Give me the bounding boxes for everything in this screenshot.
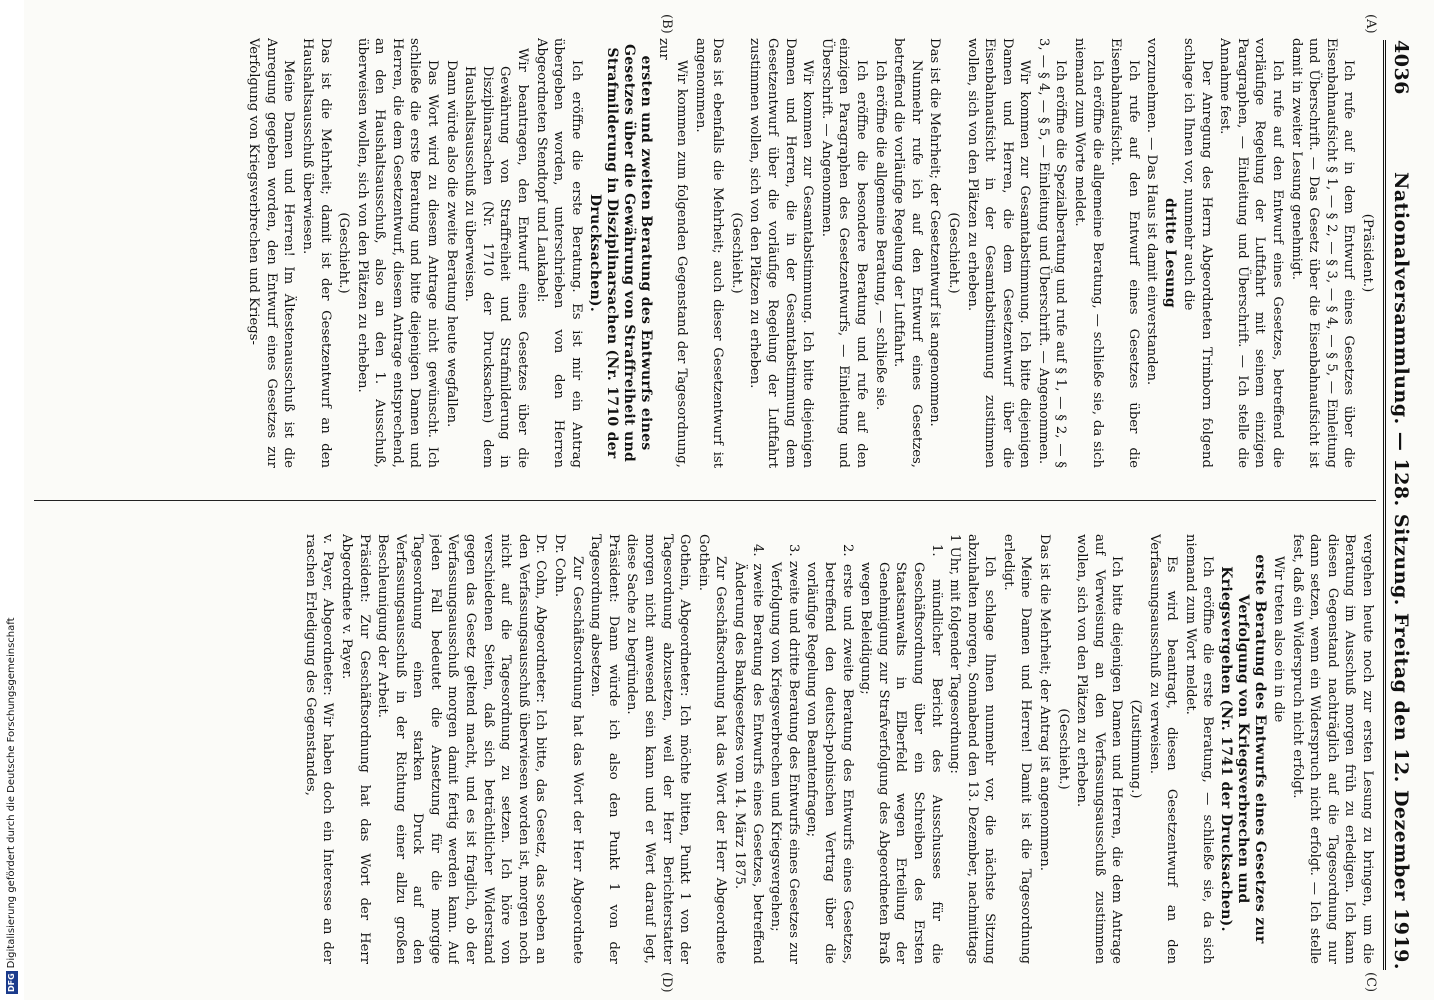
dfg-logo: DFG <box>7 973 16 992</box>
left-column-paragraph: Dann würde also die zweite Beratung heute wegfallen. <box>443 60 459 428</box>
page-header <box>1390 40 1424 970</box>
left-column-paragraph: Ich rufe auf den Entwurf eines Gesetzes über die Eisenbahnaufsicht. <box>1108 38 1141 468</box>
right-column-paragraph: 1. mündlicher Bericht des Ausschusses für die Geschäftsordnung über ein Schreiben des Ersten Staatsanwalts in Elberfeld wegen Erteilung der Genehmigung zur Strafverfolgung des Abgeordneten Braß wegen Beleidigung; <box>858 544 944 964</box>
page-running-title: Nationalversammlung. — 128. Sitzung. Freitag den 12. Dezember 1919. <box>1390 171 1412 970</box>
left-column-paragraph: (Geschieht.) <box>945 212 961 294</box>
left-column-paragraph: vorzunehmen. — Das Haus ist damit einverstanden. <box>1144 38 1160 386</box>
left-column-paragraph: Wir kommen zur Gesamtabstimmung. Ich bitte diejenigen Damen und Herren, die dem Gesetzentwurf über die Eisenbahnaufsicht in der Gesamtabstimmung zustimmen wollen, sich von den Plätzen zu erheben. <box>964 38 1033 468</box>
left-column-paragraph: Nunmehr rufe ich auf den Entwurf eines Gesetzes, betreffend die vorläufige Regelung der Luftfahrt. <box>891 38 924 468</box>
margin-mark-c: (C) <box>1363 972 1378 993</box>
header-rule <box>1383 40 1386 970</box>
page-number: 4036 <box>1390 40 1412 95</box>
scanned-page <box>24 0 1434 1000</box>
right-column-paragraph: Präsident: Dann würde ich also den Punkt 1 von der Tagesordnung absetzen. <box>588 534 621 964</box>
right-column-paragraph: Es wird beantragt, diesen Gesetzentwurf an den Verfassungsausschuß zu verweisen. <box>1146 534 1180 964</box>
right-column-paragraph: Meine Damen und Herren! Damit ist die Tagesordnung erledigt. <box>1000 534 1034 964</box>
left-column-paragraph: (Geschieht.) <box>336 212 352 294</box>
left-column-paragraph: (Geschieht.) <box>728 212 744 294</box>
right-column-paragraph: 2. erste und zweite Beratung des Entwurfs eines Gesetzes, betreffend den deutsch-polnischen Vertrag über die vorläufige Regelung von Beamtenfragen; <box>804 544 855 964</box>
right-column-paragraph: 3. zweite und dritte Beratung des Entwurfs eines Gesetzes zur Verfolgung von Kriegsverbrechen und Kriegsvergehen; <box>768 544 801 964</box>
right-column-paragraph: Ich schlage Ihnen nunmehr vor, die nächste Sitzung abzuhalten morgen, Sonnabend den 13. Dezember, nachmittags 1 Uhr, mit folgender Tagesordnung: <box>947 534 998 964</box>
rotated-page-content <box>24 0 1434 1000</box>
left-column-paragraph: Das ist ebenfalls die Mehrheit; auch dieser Gesetzentwurf ist angenommen. <box>692 38 726 468</box>
margin-mark-b: (B) <box>659 14 674 34</box>
right-column-paragraph: vergehen heute noch zur ersten Lesung zu bringen, um die Beratung im Ausschuß morgen früh zu erledigen. Ich kann diesen Gegenstand nachträglich auf die Tagesordnung nur dann setzen, wenn ein Widerspruch nicht erfolgt. — Ich stelle fest, daß ein Widerspruch nicht erfolgt. <box>1289 534 1375 964</box>
left-column-paragraph: Ich eröffne die allgemeine Beratung, — schließe sie. <box>872 60 888 411</box>
left-column-paragraph: Wir kommen zur Gesamtabstimmung. Ich bitte diejenigen Damen und Herren, die in der Gesamtabstimmung dem Gesetzentwurf über die vorläufige Regelung der Luftfahrt zustimmen wollen, sich von den Plätzen zu erheben. <box>747 38 816 468</box>
left-column-paragraph: Ich rufe auf den Entwurf eines Gesetzes, betreffend die vorläufige Regelung der Luftfahrt mit seinem einzigen Paragraphen, — Einleitung und Überschrift. — Ich stelle die Annahme fest. <box>1217 38 1286 468</box>
left-column-paragraph: Das ist die Mehrheit; der Gesetzentwurf ist angenommen. <box>927 38 943 427</box>
right-column-paragraph: Wir treten also ein in die <box>1271 556 1287 723</box>
right-column-paragraph: (Geschieht.) <box>1055 708 1071 790</box>
right-column-paragraph: v. Payer, Abgeordneter: Wir haben doch ein Interesse an der raschen Erledigung des Gegenstandes, <box>302 534 336 964</box>
right-text-column <box>34 534 1376 964</box>
right-column-paragraph: erste Beratung des Entwurfs eines Gesetzes zur Verfolgung von Kriegsverbrechen und Kriegsvergehen (Nr. 1741 der Drucksachen). <box>1218 554 1269 944</box>
right-column-paragraph: Das ist die Mehrheit; der Antrag ist angenommen. <box>1037 534 1053 871</box>
margin-mark-a: (A) <box>1363 14 1378 34</box>
right-column-paragraph: Gothein, Abgeordneter: Ich möchte bitten, Punkt 1 von der Tagesordnung abzusetzen, weil der Herr Berichterstatter morgen nicht anwesend sein kann und er Wert darauf legt, diese Sache zu begründen. <box>624 534 693 964</box>
left-column-paragraph: Ich eröffne die Spezialberatung und rufe auf § 1, — § 2, — § 3, — § 4, — § 5, — Einleitung und Überschrift. — Angenommen. <box>1035 38 1069 468</box>
left-column-paragraph: Ich eröffne die erste Beratung. Es ist mir ein Antrag übergeben worden, unterschrieben von den Herren Abgeordneten Stendtopf und Laukabel: <box>533 38 584 468</box>
column-divider <box>34 500 1376 501</box>
left-column-paragraph: Ich eröffne die allgemeine Beratung, — schließe sie, da sich niemand zum Worte meldet. <box>1072 38 1105 468</box>
left-column-paragraph: Der Anregung des Herrn Abgeordneten Trimborn folgend schlage ich Ihnen vor, nunmehr auch die <box>1181 38 1214 468</box>
right-column-paragraph: Dr. Cohn, Abgeordneter: Ich bitte, das Gesetz, das soeben an den Verfassungsausschuß überwiesen worden ist, morgen noch nicht auf die Tagesordnung zu setzen. Ich höre von verschiedenen Seiten, daß sich beträchtlicher Widerstand gegen das Gesetz geltend macht, und es ist fraglich, ob der Verfassungsausschuß morgen damit fertig werden kann. Auf jeden Fall bedeutet die Ansetzung für die morgige Tagesordnung einen starken Druck auf den Verfassungsausschuß in der Richtung einer allzu großen Beschleunigung der Arbeit. <box>375 534 549 964</box>
right-column-paragraph: Zur Geschäftsordnung hat das Wort der Herr Abgeordnete Dr. Cohn. <box>552 534 585 964</box>
left-column-paragraph: Wir kommen zum folgenden Gegenstand der Tagesordnung, zur <box>656 38 690 468</box>
digitization-note-text: Digitalisierung gefördert durch die Deutsche Forschungsgemeinschaft <box>6 617 17 969</box>
right-column-paragraph: Ich bitte diejenigen Damen und Herren, die dem Antrage auf Verweisung an den Verfassungsausschuß zustimmen wollen, sich von den Plätzen zu erheben. <box>1074 534 1125 964</box>
right-column-paragraph: 4. zweite Beratung des Entwurfs eines Gesetzes, betreffend Änderung des Bankgesetzes vom 14. März 1875. <box>732 544 765 964</box>
digitization-side-strip <box>0 0 24 1000</box>
left-column-paragraph: Das ist die Mehrheit; damit ist der Gesetzentwurf an den Haushaltsausschuß überwiesen. <box>299 38 333 468</box>
right-column-paragraph: Ich eröffne die erste Beratung, — schließe sie, da sich niemand zum Wort meldet. <box>1182 534 1216 964</box>
digitization-note <box>0 0 24 1000</box>
left-text-column <box>34 38 1376 468</box>
margin-mark-d: (D) <box>659 972 674 993</box>
left-column-paragraph: dritte Lesung <box>1162 198 1179 308</box>
right-column-paragraph: Zur Geschäftsordnung hat das Wort der Herr Abgeordnete Gothein. <box>695 534 729 964</box>
left-column-paragraph: (Präsident.) <box>1360 213 1375 293</box>
left-column-paragraph: Ich rufe auf in dem Entwurf eines Gesetzes über die Eisenbahnaufsicht § 1, — § 2, — § 3, — § 4, — § 5, — Einleitung und Überschrift. — Das Gesetz über die Eisenbahnaufsicht ist damit in zweiter Lesung genehmigt. <box>1288 38 1357 468</box>
left-column-paragraph: ersten und zweiten Beratung des Entwurfs eines Gesetzes über die Gewährung von Straffreiheit und Strafmilderung in Disziplinarsachen (Nr. 1710 der Drucksachen). <box>586 43 654 463</box>
left-column-paragraph: Ich eröffne die besondere Beratung und rufe auf den einzigen Paragraphen des Gesetzentwurfs, — Einleitung und Überschrift. — Angenommen. <box>818 38 869 468</box>
right-column-paragraph: (Zustimmung.) <box>1128 699 1144 799</box>
right-column-paragraph: Präsident: Zur Geschäftsordnung hat das Wort der Herr Abgeordnete v. Payer. <box>338 534 372 964</box>
left-column-paragraph: Wir beantragen, den Entwurf eines Gesetzes über die Gewährung von Straffreiheit und Strafmilderung in Disziplinarsachen (Nr. 1710 der Drucksachen) dem Haushaltsausschuß zu überweisen. <box>462 48 531 468</box>
left-column-paragraph: Das Wort wird zu diesem Antrage nicht gewünscht. Ich schließe die erste Beratung und bitte diejenigen Damen und Herren, die dem Gesetzentwurf, diesem Antrage entsprechend, an den Haushaltsausschuß, also an den 1. Ausschuß, überweisen wollen, sich von den Plätzen zu erheben. <box>354 38 441 468</box>
left-column-paragraph: Meine Damen und Herren! Im Ältestenausschuß ist die Anregung gegeben worden, den Entwurf eines Gesetzes zur Verfolgung von Kriegsverbrechen und Kriegs- <box>246 38 297 468</box>
